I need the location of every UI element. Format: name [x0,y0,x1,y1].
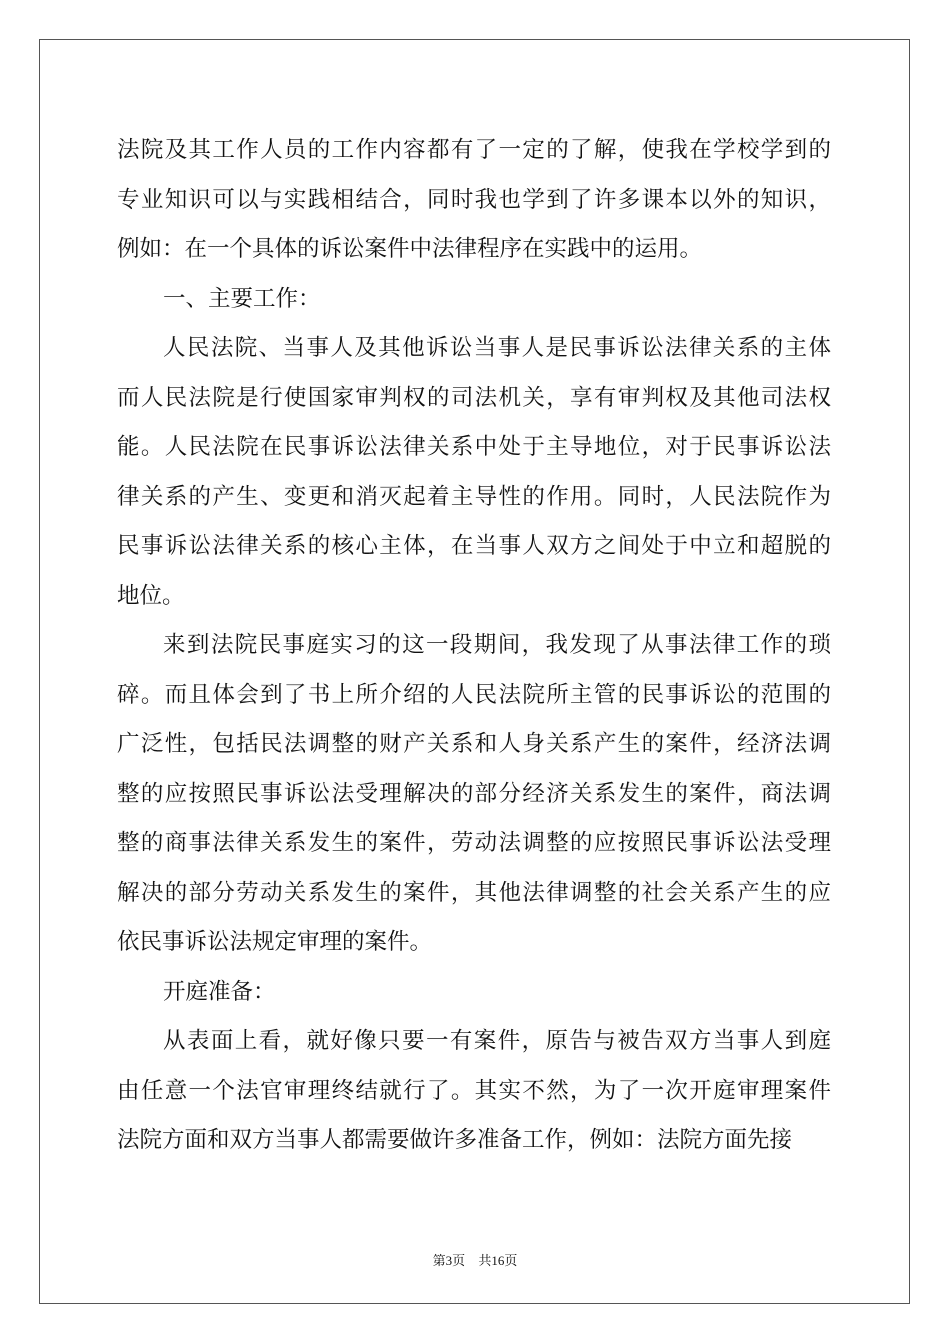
text-line: 解决的部分劳动关系发生的案件，其他法律调整的社会关系产生的应 [117,879,831,906]
text-line: 能。人民法院在民事诉讼法律关系中处于主导地位，对于民事诉讼法 [117,434,831,460]
text-line: 由任意一个法官审理终结就行了。其实不然，为了一次开庭审理案件 [117,1077,831,1104]
text-line: 律关系的产生、变更和消灭起着主导性的作用。同时，人民法院作为 [117,483,831,510]
text-line: 而人民法院是行使国家审判权的司法机关，享有审判权及其他司法权 [117,384,831,411]
text-line: 一、主要工作： [163,285,321,312]
text-line: 例如：在一个具体的诉讼案件中法律程序在实践中的运用。 [117,236,703,262]
text-line: 地位。 [117,582,185,609]
text-line: 法院方面和双方当事人都需要做许多准备工作，例如：法院方面先接 [117,1127,793,1153]
page-number: 第3页 [432,1253,466,1268]
text-line: 整的商事法律关系发生的案件，劳动法调整的应按照民事诉讼法受理 [117,830,831,856]
text-line: 民事诉讼法律关系的核心主体，在当事人双方之间处于中立和超脱的 [117,533,831,559]
text-line: 法院及其工作人员的工作内容都有了一定的了解，使我在学校学到的 [117,137,831,163]
text-line: 来到法院民事庭实习的这一段期间，我发现了从事法律工作的琐 [163,632,831,658]
text-line: 整的应按照民事诉讼法受理解决的部分经济关系发生的案件，商法调 [117,780,831,807]
text-line: 广泛性，包括民法调整的财产关系和人身关系产生的案件，经济法调 [117,731,831,757]
text-line: 从表面上看，就好像只要一有案件，原告与被告双方当事人到庭 [163,1028,831,1054]
text-line: 依民事诉讼法规定审理的案件。 [117,929,433,955]
text-line: 开庭准备： [163,978,276,1005]
page-footer [0,1250,950,1269]
page-border [39,39,910,1304]
text-line: 碎。而且体会到了书上所介绍的人民法院所主管的民事诉讼的范围的 [117,681,831,708]
text-line: 人民法院、当事人及其他诉讼当事人是民事诉讼法律关系的主体 [163,335,831,361]
text-line: 专业知识可以与实践相结合，同时我也学到了许多课本以外的知识， [117,186,831,213]
total-pages: 共16页 [478,1253,518,1268]
